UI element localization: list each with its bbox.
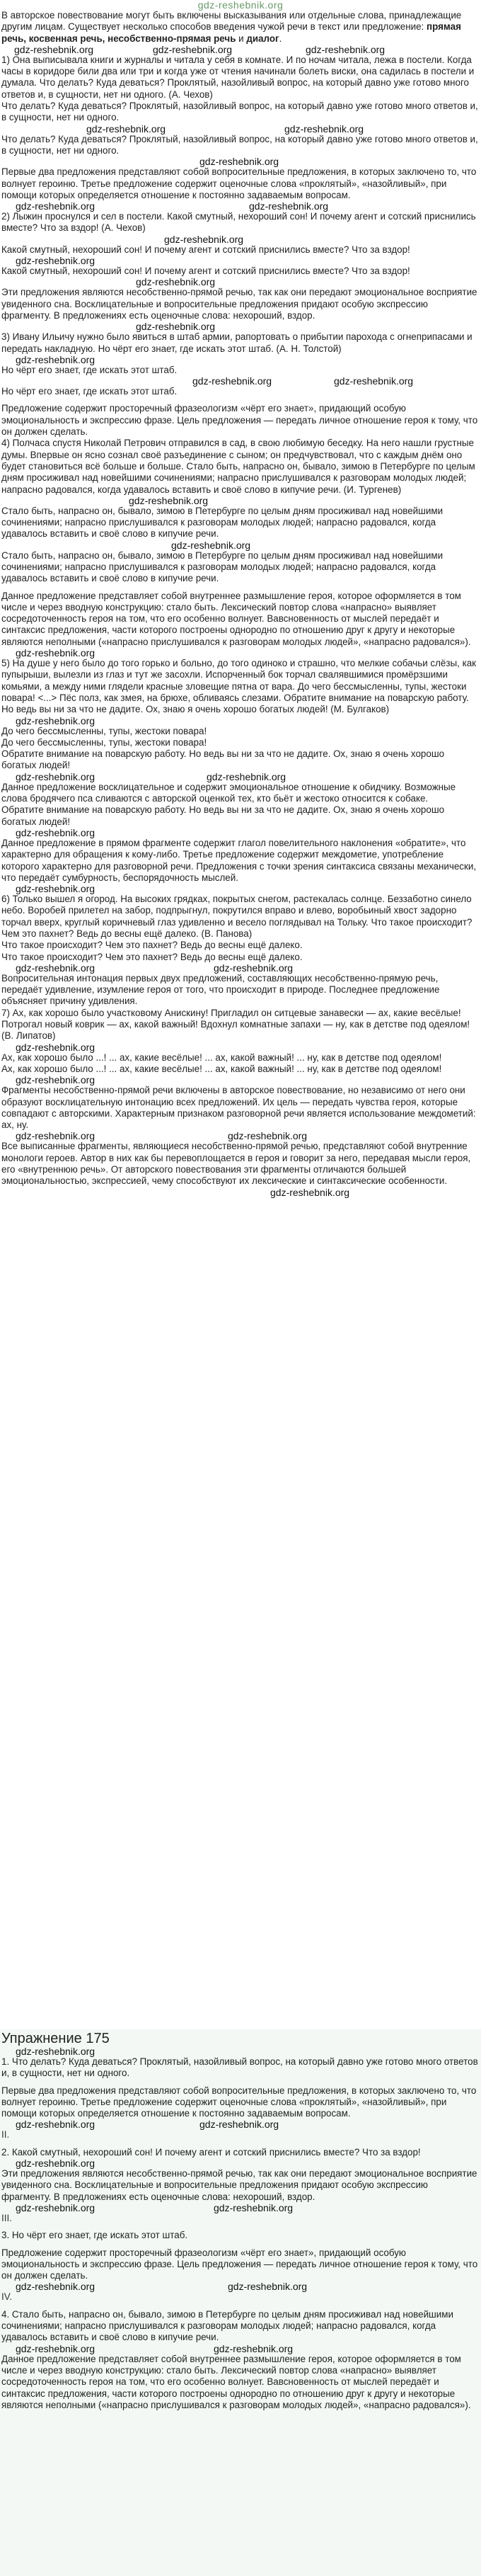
watermark-row bbox=[1, 2281, 480, 2291]
watermark-row bbox=[1, 156, 480, 166]
watermark: gdz-reshebnik.org bbox=[199, 2119, 279, 2131]
watermark-row bbox=[1, 124, 480, 134]
watermark: gdz-reshebnik.org bbox=[16, 255, 95, 267]
watermark: gdz-reshebnik.org bbox=[153, 43, 233, 55]
paragraph: 1) Она выписывала книги и журналы и читала у себя в комнате. И по ночам читала, лежа в постели. Когда часы в коридоре били два или три и когда уже от чтения начинали болеть виски, она садилась в постели и думала. Что делать? Куда деваться? Проклятый, назойливый вопрос, на который давно уже готово много ответов и, в сущности, нет ни одного. (А. Чехов) bbox=[1, 54, 475, 100]
paragraph: Что делать? Куда деваться? Проклятый, назойливый вопрос, на который давно уже готово много ответов и, в сущности, нет ни одного. bbox=[1, 133, 478, 156]
watermark-row bbox=[1, 2158, 480, 2168]
paragraph: Обратите внимание на поварскую работу. Но ведь вы ни за что не дадите. Ох, знаю я очень хорошо богатых людей! bbox=[1, 804, 445, 827]
paragraph: Фрагменты несобственно-прямой речи включены в авторское повествование, но независимо от него они образуют восклицательную интонацию всех предложений. Их цель — передать чувства героя, которые совпадают с авторскими. Характерным признаком разговорной речи является использование междометий: ах, ну. bbox=[1, 1085, 476, 1131]
watermark-row bbox=[1, 884, 480, 894]
watermark: gdz-reshebnik.org bbox=[16, 2201, 95, 2213]
paragraph: Что такое происходит? Чем это пахнет? Ведь до весны ещё далеко. bbox=[1, 940, 303, 951]
exercise-item: Первые два предложения представляют собой вопросительные предложения, в которых заключено то, что волнует героиню. Третье предложение содержит оценочные слова «проклятый», «назойливый», при помощи которых определяется отношение к постоянно задаваемым вопросам. bbox=[1, 2085, 477, 2119]
exercise-item: 4. Стало быть, напрасно он, бывало, зимою в Петербурге по целым дням просиживал над новейшими сочинениями; напрасно прислушивался к разговорам молодых людей; напрасно радовался, когда удавалось вставить и своё слово в кипучие речи. bbox=[1, 2308, 453, 2343]
watermark: gdz-reshebnik.org bbox=[16, 770, 95, 782]
exercise-heading: Упражнение 175 bbox=[1, 2031, 110, 2046]
watermark-row bbox=[1, 1075, 480, 1085]
watermark: gdz-reshebnik.org bbox=[270, 1186, 350, 1198]
paragraph: 6) Только вышел я огород. На высоких грядках, покрытых снегом, растекалась солнце. Беззаботно синело небо. Воробей прилетел на забор, подпрыгнул, покрутился вправо и влево, воробьиный хвост задорно торчал вверх, круглый коричневый глаз удивленно и весело поглядывал на Тольку. Что такое происходит? Чем это пахнет? Ведь до весны ещё далеко. (В. Панова) bbox=[1, 894, 473, 939]
watermark-row bbox=[1, 772, 480, 782]
watermark-row bbox=[1, 355, 480, 365]
watermark-row bbox=[1, 256, 480, 266]
paragraph: Все выписанные фрагменты, являющиеся несобственно-прямой речью, представляют собой внутренние монологи героев. Автор в них как бы перевоплощается в героя и говорит за него, передавая мысли героя, его «внутреннюю речь». От авторского повествования эти фрагменты отличаются большей эмоциональностью, экспрессией, чему способствуют их лексические и синтаксические особенности. bbox=[1, 1141, 471, 1187]
watermark: gdz-reshebnik.org bbox=[16, 883, 95, 895]
watermark-row bbox=[1, 540, 480, 550]
watermark: gdz-reshebnik.org bbox=[16, 1074, 95, 1086]
watermark: gdz-reshebnik.org bbox=[228, 1130, 308, 1142]
watermark-row bbox=[1, 321, 480, 331]
watermark: gdz-reshebnik.org bbox=[214, 962, 294, 974]
paragraph: 5) На душе у него было до того горько и больно, до того одиноко и страшно, что мелкие собачьи слёзы, как пупырыши, вылезли из глаз и тут же засохли. Испорченный бок торчал свалявшимися промёрзшими комьями, а между ними глядели красные зловещие пятна от вара. До чего бессмысленны, тупы, жестоки повара! <...> Пёс полз, как змея, на брюхе, обливаясь слезами. Обратите внимание на поварскую работу. Но ведь вы ни за что не дадите. Ох, знаю я очень хорошо богатых людей! (М. Булгаков) bbox=[1, 658, 477, 715]
paragraph: Первые два предложения представляют собой вопросительные предложения, в которых заключено то, что волнует героиню. Третье предложение содержит оценочные слова «проклятый», «назойливый», при помощи которых определяется отношение к постоянно задаваемым вопросам. bbox=[1, 166, 477, 200]
exercise-item: 1. Что делать? Куда деваться? Проклятый, назойливый вопрос, на который давно уже готово много ответов и, в сущности, нет ни одного. bbox=[1, 2056, 478, 2079]
paragraph: Какой смутный, нехороший сон! И почему агент и сотский приснились вместе? Что за вздор! bbox=[1, 266, 410, 277]
watermark: gdz-reshebnik.org bbox=[164, 233, 244, 245]
paragraph: Обратите внимание на поварскую работу. Но ведь вы ни за что не дадите. Ох, знаю я очень хорошо богатых людей! bbox=[1, 748, 445, 771]
paragraph: До чего бессмысленны, тупы, жестоки повара! bbox=[1, 725, 207, 736]
header-watermark: gdz-reshebnik.org bbox=[197, 0, 284, 11]
exercise-item: Эти предложения являются несобственно-прямой речью, так как они передают эмоциональное восприятие увиденного сна. Восклицательные и вопросительные предложения придают особую экспрессию фрагменту. В предложениях есть оценочные слова: нехороший, вздор. bbox=[1, 2168, 477, 2202]
exercise-section bbox=[0, 2029, 481, 2576]
paragraph: Данное предложение восклицательное и содержит эмоциональное отношение к обидчику. Возможные слова бродячего пса сливаются с авторской оценкой тех, кто бьёт и жестоко относится к собаке. bbox=[1, 781, 456, 804]
watermark-row bbox=[1, 201, 480, 211]
watermark: gdz-reshebnik.org bbox=[214, 2201, 294, 2213]
watermark-row bbox=[1, 2046, 480, 2056]
watermark: gdz-reshebnik.org bbox=[16, 2281, 95, 2293]
exercise-item: Предложение содержит просторечный фразеологизм «чёрт его знает», придающий особую эмоциональность и экспрессию фразе. Цель предложения — передать личное отношение героя к тому, что он должен сделать. bbox=[1, 2247, 478, 2281]
watermark: gdz-reshebnik.org bbox=[249, 200, 329, 212]
paragraph: Вопросительная интонация первых двух предложений, составляющих несобственно-прямую речь, передаёт удивление, изумление героя от того, что происходит в природе. Последнее предложение объясняет причину удивления. bbox=[1, 972, 440, 1007]
watermark: gdz-reshebnik.org bbox=[199, 156, 279, 168]
paragraph: Данное предложение в прямом фрагменте содержит глагол повелительного наклонения «обратите», что характерно для обращения к кому-либо. Третье предложение содержит междометие, употребление которого характерно для разговорной речи. Предложения с точки зрения синтаксиса связаны механически, что передаёт сумбурность, беспорядочность мыслей. bbox=[1, 837, 477, 883]
watermark-row bbox=[1, 716, 480, 726]
paragraph: 7) Ах, как хорошо было участковому Анискину! Пригладил он ситцевые занавески — ах, какие весёлые! Потрогал новый коврик — ах, какой важный! Вдохнул комнатные запахи — ну, как в детстве под одеялом! (В. Липатов) bbox=[1, 1007, 470, 1042]
intro-bold-last: диалог bbox=[246, 33, 279, 44]
watermark: gdz-reshebnik.org bbox=[86, 122, 166, 135]
watermark-row bbox=[1, 2344, 480, 2354]
watermark-row bbox=[1, 648, 480, 658]
intro-paragraph: В авторское повествование могут быть включены высказывания или отдельные слова, принадлежащие другим лицам. Существует несколько способов введения чужой речи в текст или предложение: прямая речь, косвенная речь, несобственно-прямая речь и диалог. bbox=[1, 10, 462, 44]
watermark: gdz-reshebnik.org bbox=[192, 375, 272, 387]
paragraph: Стало быть, напрасно он, бывало, зимою в Петербурге по целым дням просиживал над новейшими сочинениями; напрасно прислушивался к разговорам молодых людей; напрасно радовался, когда удавалось вставить и своё слово в кипучие речи. bbox=[1, 505, 444, 540]
paragraph: 4) Полчаса спустя Николай Петрович отправился в сад, в свою любимую беседку. На него нашли грустные думы. Впервые он ясно сознал своё разъединение с сыном; он предчувствовал, что с каждым днём оно будет становиться всё больше и больше. Стало быть, напрасно он, бывало, зимою в Петербурге по целым дням просиживал над новейшими сочинениями; напрасно прислушивался к разговорам молодых людей; напрасно радовался, когда удавалось вставить и своё слово в кипучие речи. (И. Тургенев) bbox=[1, 438, 475, 495]
watermark-row bbox=[1, 45, 480, 55]
paragraph: Предложение содержит просторечный фразеологизм «чёрт его знает», придающий особую эмоциональность и экспрессию фразе. Цель предложения — передать личное отношение героя к тому, что он должен сделать. bbox=[1, 403, 478, 438]
exercise-item: 2. Какой смутный, нехороший сон! И почему агент и сотский приснились вместе? Что за вздор! bbox=[1, 2146, 421, 2158]
watermark-row bbox=[1, 828, 480, 838]
paragraph: Ах, как хорошо было ...! ... ах, какие весёлые! ... ах, какой важный! ... ну, как в детстве под одеялом! bbox=[1, 1052, 442, 1063]
watermark: gdz-reshebnik.org bbox=[284, 122, 364, 135]
paragraph: До чего бессмысленны, тупы, жестоки повара! bbox=[1, 736, 207, 748]
watermark: gdz-reshebnik.org bbox=[334, 375, 414, 387]
intro-bold-terms: прямая речь, косвенная речь, несобственно-прямая речь bbox=[1, 21, 461, 44]
roman-numeral: IV. bbox=[1, 2291, 13, 2303]
watermark-row bbox=[1, 1042, 480, 1052]
watermark-row bbox=[1, 277, 480, 287]
watermark: gdz-reshebnik.org bbox=[306, 43, 386, 55]
paragraph: Эти предложения являются несобственно-прямой речью, так как они передают эмоциональное восприятие увиденного сна. Восклицательные и вопросительные предложения придают особую экспрессию фрагменту. В предложениях есть оценочные слова: нехороший, вздор. bbox=[1, 287, 477, 321]
paragraph: Ах, как хорошо было ...! ... ах, какие весёлые! ... ах, какой важный! ... ну, как в детстве под одеялом! bbox=[1, 1063, 442, 1074]
watermark: gdz-reshebnik.org bbox=[214, 2342, 294, 2354]
paragraph: Но чёрт его знает, где искать этот штаб. bbox=[1, 386, 178, 397]
watermark: gdz-reshebnik.org bbox=[171, 539, 251, 551]
watermark: gdz-reshebnik.org bbox=[16, 1130, 95, 1142]
paragraph: Что делать? Куда деваться? Проклятый, назойливый вопрос, на который давно уже готово много ответов и, в сущности, нет ни одного. bbox=[1, 101, 478, 123]
paragraph: 2) Лыжин проснулся и сел в постели. Какой смутный, нехороший сон! И почему агент и сотский приснились вместе? Что за вздор! (А. Чехов) bbox=[1, 211, 476, 234]
exercise-item: 3. Но чёрт его знает, где искать этот штаб. bbox=[1, 2230, 188, 2241]
paragraph: Стало быть, напрасно он, бывало, зимою в Петербурге по целым дням просиживал над новейшими сочинениями; напрасно прислушивался к разговорам молодых людей; напрасно радовался, когда удавалось вставить и своё слово в кипучие речи. bbox=[1, 549, 444, 584]
watermark: gdz-reshebnik.org bbox=[16, 1041, 95, 1053]
watermark-row bbox=[1, 1131, 480, 1141]
watermark: gdz-reshebnik.org bbox=[16, 2119, 95, 2131]
watermark-row bbox=[1, 496, 480, 506]
watermark: gdz-reshebnik.org bbox=[14, 43, 94, 55]
paragraph: Но чёрт его знает, где искать этот штаб. bbox=[1, 364, 178, 375]
watermark: gdz-reshebnik.org bbox=[16, 962, 95, 974]
watermark: gdz-reshebnik.org bbox=[16, 714, 95, 726]
watermark: gdz-reshebnik.org bbox=[136, 276, 216, 288]
watermark: gdz-reshebnik.org bbox=[16, 826, 95, 838]
watermark: gdz-reshebnik.org bbox=[207, 770, 286, 782]
watermark: gdz-reshebnik.org bbox=[16, 647, 95, 659]
roman-numeral: III. bbox=[1, 2212, 12, 2223]
paragraph: Что такое происходит? Чем это пахнет? Ведь до весны ещё далеко. bbox=[1, 951, 303, 962]
paragraph: Данное предложение представляет собой внутреннее размышление героя, которое оформляется в том числе и через вводную конструкцию: стало быть. Лексический повтор слова «напрасно» выявляет сосредоточенность героя на том, что его особенно волнует. Вавсновенность от мыслей передаёт и синтаксис предложения, части которого построены однородно по отношению друг к другу и некоторые являются неполными («напрасно прислушивался к разговорам молодых людей», «напрасно радовался»). bbox=[1, 590, 471, 647]
watermark-row bbox=[1, 234, 480, 244]
watermark-row bbox=[1, 1187, 480, 1197]
watermark: gdz-reshebnik.org bbox=[16, 2046, 95, 2057]
watermark-row bbox=[1, 376, 480, 386]
watermark: gdz-reshebnik.org bbox=[129, 494, 209, 506]
paragraph: 3) Ивану Ильичу нужно было явиться в штаб армии, рапортовать о прибытии парохода с огнеприпасами и передать накладную. Но чёрт его знает, где искать этот штаб. (А. Н. Толстой) bbox=[1, 331, 473, 354]
watermark: gdz-reshebnik.org bbox=[228, 2281, 308, 2293]
exercise-item: Данное предложение представляет собой внутреннее размышление героя, которое оформляется в том числе и через вводную конструкцию: стало быть. Лексический повтор слова «напрасно» выявляет сосредоточенность героя на том, что его особенно волнует. Вавсновенность от мыслей передаёт и синтаксис предложения, части которого построены однородно по отношению друг к другу и некоторые являются неполными («напрасно прислушивался к разговорам молодых людей», «напрасно радовался»). bbox=[1, 2353, 471, 2410]
watermark-row bbox=[1, 963, 480, 973]
watermark: gdz-reshebnik.org bbox=[16, 2158, 95, 2170]
watermark-row bbox=[1, 2203, 480, 2213]
watermark: gdz-reshebnik.org bbox=[16, 353, 95, 365]
watermark: gdz-reshebnik.org bbox=[16, 200, 95, 212]
watermark: gdz-reshebnik.org bbox=[136, 321, 216, 333]
watermark: gdz-reshebnik.org bbox=[16, 2342, 95, 2354]
paragraph: Какой смутный, нехороший сон! И почему агент и сотский приснились вместе? Что за вздор! bbox=[1, 244, 410, 255]
watermark-row bbox=[1, 2119, 480, 2129]
roman-numeral: II. bbox=[1, 2129, 10, 2141]
